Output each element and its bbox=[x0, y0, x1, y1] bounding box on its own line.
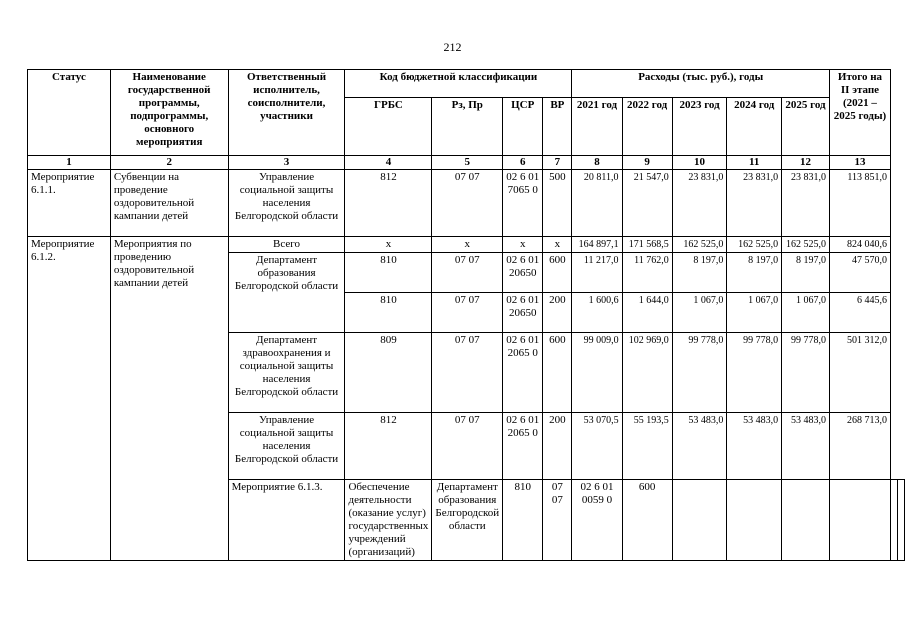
responsible-cell: Управление социальной защиты населения Белгородской области bbox=[228, 170, 345, 237]
vr-cell: 600 bbox=[543, 333, 572, 413]
col-number: 4 bbox=[345, 156, 432, 170]
responsible-cell: Управление социальной защиты населения Белгородской области bbox=[228, 413, 345, 480]
value-2025: 23 831,0 bbox=[782, 170, 830, 237]
rzpr-cell: 07 07 bbox=[432, 170, 503, 237]
csr-cell: 02 6 01 20650 bbox=[503, 253, 543, 293]
value-2024: 99 778,0 bbox=[727, 333, 782, 413]
budget-table bbox=[27, 69, 905, 561]
responsible-cell: Департамент образования Белгородской области bbox=[228, 253, 345, 333]
value-2024: 8 197,0 bbox=[727, 253, 782, 293]
table-row bbox=[28, 237, 905, 253]
value-2024: 53 483,0 bbox=[727, 413, 782, 480]
name-cell: Субвенции на проведение оздоровительной кампании детей bbox=[110, 170, 228, 237]
csr-cell: 02 6 01 7065 0 bbox=[503, 170, 543, 237]
value-2024: 162 525,0 bbox=[727, 237, 782, 253]
status-cell: Мероприятие 6.1.2. bbox=[28, 237, 111, 561]
name-cell: Мероприятия по проведению оздоровительной кампании детей bbox=[110, 237, 228, 561]
grbs-cell: x bbox=[345, 237, 432, 253]
col-number: 3 bbox=[228, 156, 345, 170]
header-2024: 2024 год bbox=[727, 98, 782, 156]
value-total: 824 040,6 bbox=[829, 237, 890, 253]
header-2021: 2021 год bbox=[572, 98, 622, 156]
value-2021: 53 070,5 bbox=[572, 413, 622, 480]
col-number: 13 bbox=[829, 156, 890, 170]
value-2025: 53 483,0 bbox=[782, 413, 830, 480]
csr-cell: 02 6 01 20650 bbox=[503, 293, 543, 333]
grbs-cell: 809 bbox=[345, 333, 432, 413]
grbs-cell: 810 bbox=[345, 253, 432, 293]
vr-cell: 500 bbox=[543, 170, 572, 237]
value-total: 113 851,0 bbox=[829, 170, 890, 237]
rzpr-cell: 07 07 bbox=[432, 333, 503, 413]
csr-cell: x bbox=[503, 237, 543, 253]
value-2022: 11 762,0 bbox=[622, 253, 672, 293]
header-2025: 2025 год bbox=[782, 98, 830, 156]
value-2023: 99 778,0 bbox=[672, 333, 727, 413]
value-2023: 53 483,0 bbox=[672, 413, 727, 480]
status-cell: Мероприятие 6.1.1. bbox=[28, 170, 111, 237]
value-2023: 1 067,0 bbox=[672, 293, 727, 333]
value-2021: 11 217,0 bbox=[572, 253, 622, 293]
responsible-cell: Департамент здравоохранения и социальной защиты населения Белгородской области bbox=[228, 333, 345, 413]
value-2023: 8 197,0 bbox=[672, 253, 727, 293]
rzpr-cell: 07 07 bbox=[432, 413, 503, 480]
csr-cell: 02 6 01 2065 0 bbox=[503, 413, 543, 480]
table-row bbox=[28, 170, 905, 237]
value-2022: 21 547,0 bbox=[622, 170, 672, 237]
header-total: Итого на II этапе (2021 – 2025 годы) bbox=[829, 70, 890, 156]
name-cell: Обеспечение деятельности (оказание услуг) государственных учреждений (организаций) bbox=[345, 480, 432, 561]
header-status: Статус bbox=[28, 70, 111, 156]
vr-cell: 200 bbox=[543, 293, 572, 333]
col-number: 8 bbox=[572, 156, 622, 170]
value-2025 bbox=[891, 480, 898, 561]
grbs-cell: 810 bbox=[345, 293, 432, 333]
col-number: 7 bbox=[543, 156, 572, 170]
col-number: 9 bbox=[622, 156, 672, 170]
value-2025: 8 197,0 bbox=[782, 253, 830, 293]
col-number: 11 bbox=[727, 156, 782, 170]
value-2024: 1 067,0 bbox=[727, 293, 782, 333]
csr-cell: 02 6 01 0059 0 bbox=[572, 480, 622, 561]
header-rzpr: Рз, Пр bbox=[432, 98, 503, 156]
value-2022: 102 969,0 bbox=[622, 333, 672, 413]
value-total bbox=[898, 480, 905, 561]
value-2021: 99 009,0 bbox=[572, 333, 622, 413]
value-2025: 99 778,0 bbox=[782, 333, 830, 413]
value-2021 bbox=[672, 480, 727, 561]
value-2025: 162 525,0 bbox=[782, 237, 830, 253]
header-vr: ВР bbox=[543, 98, 572, 156]
value-total: 47 570,0 bbox=[829, 253, 890, 293]
vr-cell: 600 bbox=[622, 480, 672, 561]
value-2025: 1 067,0 bbox=[782, 293, 830, 333]
value-2023: 23 831,0 bbox=[672, 170, 727, 237]
vr-cell: x bbox=[543, 237, 572, 253]
grbs-cell: 812 bbox=[345, 413, 432, 480]
header-responsible: Ответственный исполнитель, соисполнители, участники bbox=[228, 70, 345, 156]
value-2023: 162 525,0 bbox=[672, 237, 727, 253]
header-expenses: Расходы (тыс. руб.), годы bbox=[572, 70, 830, 98]
col-number: 1 bbox=[28, 156, 111, 170]
col-number: 2 bbox=[110, 156, 228, 170]
header-2023: 2023 год bbox=[672, 98, 727, 156]
value-2024: 23 831,0 bbox=[727, 170, 782, 237]
vr-cell: 200 bbox=[543, 413, 572, 480]
header-2022: 2022 год bbox=[622, 98, 672, 156]
col-number: 10 bbox=[672, 156, 727, 170]
status-cell: Мероприятие 6.1.3. bbox=[228, 480, 345, 561]
value-2021: 1 600,6 bbox=[572, 293, 622, 333]
value-total: 6 445,6 bbox=[829, 293, 890, 333]
rzpr-cell: 07 07 bbox=[543, 480, 572, 561]
grbs-cell: 812 bbox=[345, 170, 432, 237]
rzpr-cell: 07 07 bbox=[432, 293, 503, 333]
value-total: 501 312,0 bbox=[829, 333, 890, 413]
value-2021: 20 811,0 bbox=[572, 170, 622, 237]
vr-cell: 600 bbox=[543, 253, 572, 293]
header-csr: ЦСР bbox=[503, 98, 543, 156]
grbs-cell: 810 bbox=[503, 480, 543, 561]
value-2022: 55 193,5 bbox=[622, 413, 672, 480]
value-total: 268 713,0 bbox=[829, 413, 890, 480]
rzpr-cell: 07 07 bbox=[432, 253, 503, 293]
page-number: 212 bbox=[443, 40, 462, 54]
value-2022: 1 644,0 bbox=[622, 293, 672, 333]
rzpr-cell: x bbox=[432, 237, 503, 253]
col-number: 5 bbox=[432, 156, 503, 170]
responsible-cell: Департамент образования Белгородской области bbox=[432, 480, 503, 561]
col-number: 6 bbox=[503, 156, 543, 170]
value-2022: 171 568,5 bbox=[622, 237, 672, 253]
value-2023 bbox=[782, 480, 830, 561]
responsible-cell: Всего bbox=[228, 237, 345, 253]
header-name: Наименование государственной программы, подпрограммы, основного мероприятия bbox=[110, 70, 228, 156]
header-grbs: ГРБС bbox=[345, 98, 432, 156]
csr-cell: 02 6 01 2065 0 bbox=[503, 333, 543, 413]
value-2024 bbox=[829, 480, 890, 561]
col-number: 12 bbox=[782, 156, 830, 170]
header-budget-code: Код бюджетной классификации bbox=[345, 70, 572, 98]
value-2022 bbox=[727, 480, 782, 561]
value-2021: 164 897,1 bbox=[572, 237, 622, 253]
